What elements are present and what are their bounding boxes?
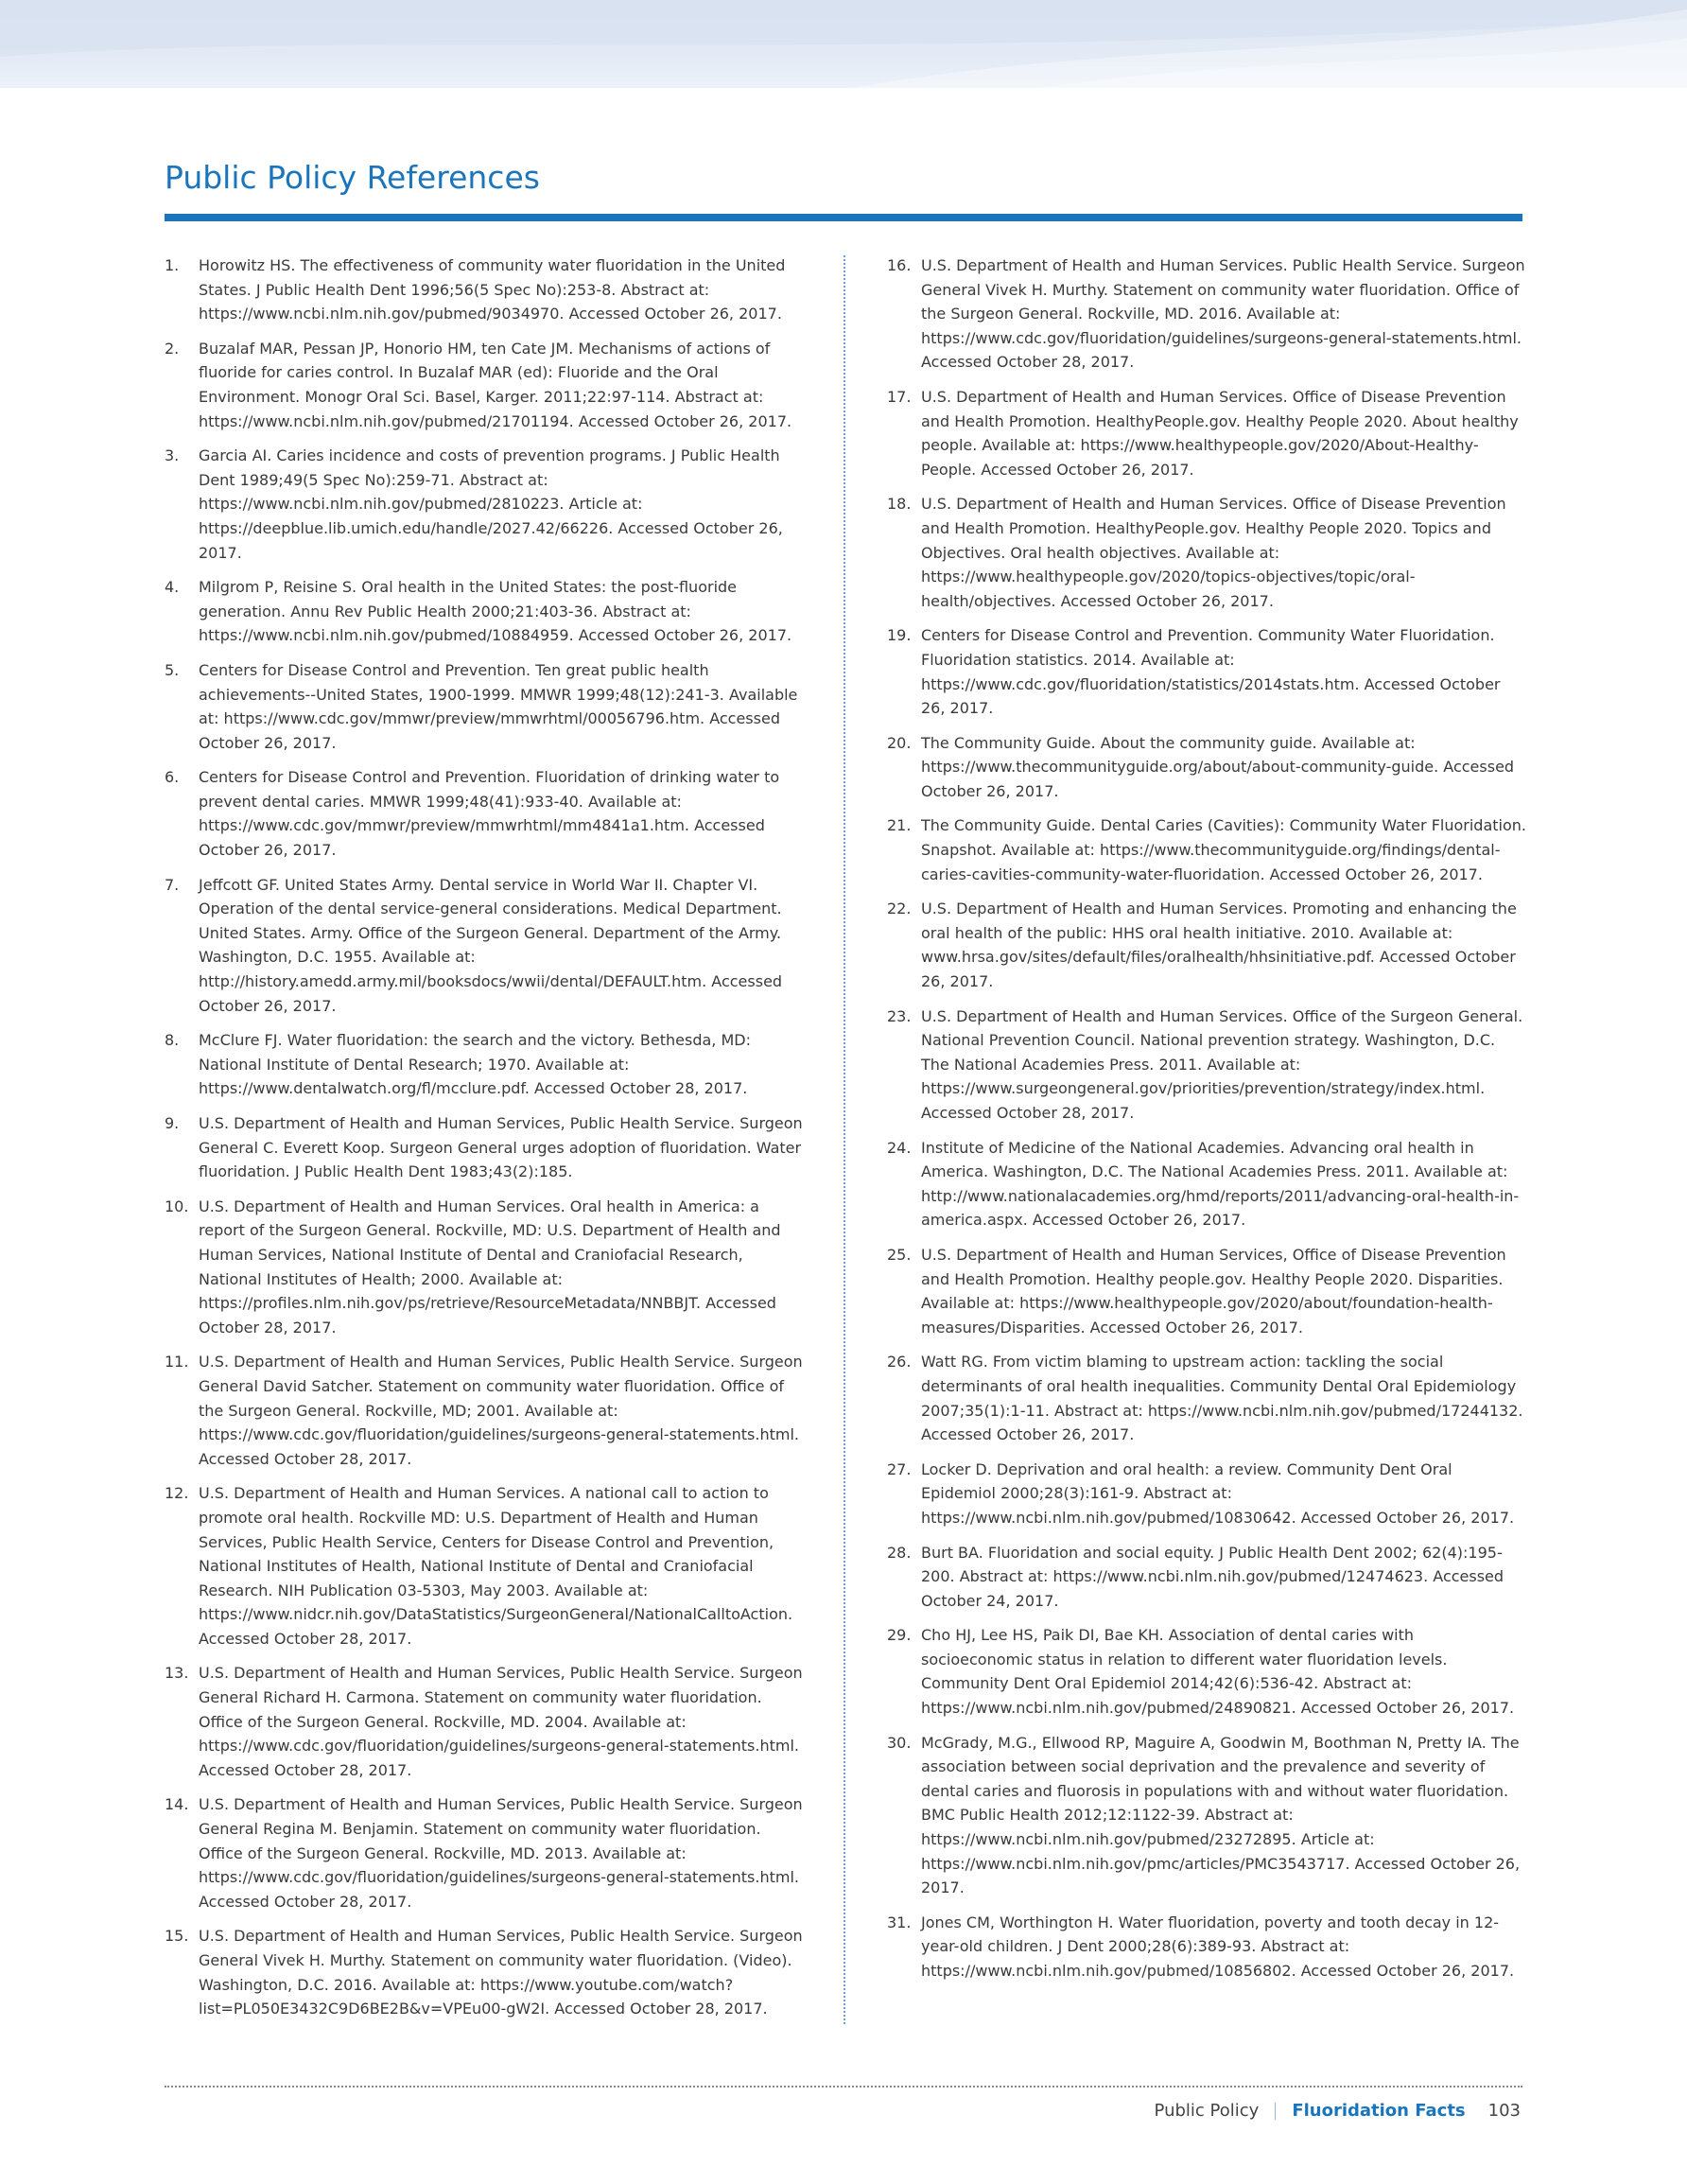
reference-text: The Community Guide. Dental Caries (Cavities): Community Water Fluoridation. Snapshot. Available at: https://www.thecommunityguide.org/findings/dental-caries-cavities-community-water-fluoridation. Accessed October 26, 2017. xyxy=(921,816,1526,883)
reference-number: 19. xyxy=(887,626,912,645)
reference-number: 26. xyxy=(887,1353,912,1372)
reference-text: Centers for Disease Control and Prevention. Fluoridation of drinking water to prevent dental caries. MMWR 1999;48(41):933-40. Available at: https://www.cdc.gov/mmwr/preview/mmwrhtml/mm4841a1.htm. Accessed October 26, 2017. xyxy=(199,768,780,860)
reference-number: 4. xyxy=(165,578,180,597)
reference-item xyxy=(887,1731,1526,1900)
reference-number: 5. xyxy=(165,660,180,679)
reference-item xyxy=(887,897,1526,993)
reference-item xyxy=(165,253,808,326)
reference-text: Cho HJ, Lee HS, Paik DI, Bae KH. Association of dental caries with socioeconomic status in relation to different water fluoridation levels. Community Dent Oral Epidemiol 2014;42(6):536-42. Abstract at: https://www.ncbi.nlm.nih.gov/pubmed/24890821. Accessed October 26, 2017. xyxy=(921,1626,1515,1718)
reference-text: Centers for Disease Control and Prevention. Ten great public health achievements--United States, 1900-1999. MMWR 1999;48(12):241-3. Available at: https://www.cdc.gov/mmwr/preview/mmwrhtml/00056796.htm. Accessed October 26, 2017. xyxy=(199,660,798,752)
reference-item xyxy=(165,1481,808,1651)
reference-item xyxy=(887,1136,1526,1232)
reference-item xyxy=(165,1195,808,1340)
footer-separator xyxy=(1275,2103,1276,2120)
reference-item xyxy=(887,1623,1526,1720)
reference-item xyxy=(165,575,808,648)
reference-item xyxy=(165,337,808,433)
reference-item xyxy=(887,1911,1526,1983)
reference-text: U.S. Department of Health and Human Services. Oral health in America: a report of the Surgeon General. Rockville, MD: U.S. Department of Health and Human Services, National Institute of Dental and Craniofacial Research, National Institutes of Health; 2000. Available at: https://profiles.nlm.nih.gov/ps/retrieve/ResourceMetadata/NNBBJT. Accessed October 28, 2017. xyxy=(199,1197,781,1337)
reference-text: Garcia AI. Caries incidence and costs of prevention programs. J Public Health Dent 1989;49(5 Spec No):259-71. Abstract at: https://www.ncbi.nlm.nih.gov/pubmed/2810223. Article at: https://deepblue.lib.umich.edu/handle/2027.42/66226. Accessed October 26, 2017. xyxy=(199,446,783,562)
footer-rule xyxy=(165,2086,1522,2088)
reference-text: U.S. Department of Health and Human Services, Public Health Service. Surgeon General David Satcher. Statement on community water fluoridation. Office of the Surgeon General. Rockville, MD; 2001. Available at: https://www.cdc.gov/fluoridation/guidelines/surgeons-general-statements.html. Accessed October 28, 2017. xyxy=(199,1353,803,1468)
header-wave-decoration xyxy=(0,0,1687,88)
reference-number: 10. xyxy=(165,1197,189,1215)
reference-item xyxy=(165,1792,808,1913)
reference-item xyxy=(165,658,808,755)
footer-section: Public Policy xyxy=(1154,2101,1260,2121)
reference-item xyxy=(165,444,808,565)
reference-item xyxy=(165,1350,808,1471)
reference-text: Horowitz HS. The effectiveness of community water fluoridation in the United States. J Public Health Dent 1996;56(5 Spec No):253-8. Abstract at: https://www.ncbi.nlm.nih.gov/pubmed/9034970. Accessed October 26, 2017. xyxy=(199,256,786,323)
reference-text: The Community Guide. About the community guide. Available at: https://www.thecommunityguide.org/about/about-community-guide. Accessed October 26, 2017. xyxy=(921,733,1515,800)
reference-text: U.S. Department of Health and Human Services. Public Health Service. Surgeon General Vivek H. Murthy. Statement on community water fluoridation. Office of the Surgeon General. Rockville, MD. 2016. Available at: https://www.cdc.gov/fluoridation/guidelines/surgeons-general-statements.html. Accessed October 28, 2017. xyxy=(921,256,1525,372)
reference-number: 21. xyxy=(887,816,912,835)
reference-text: U.S. Department of Health and Human Services. Promoting and enhancing the oral health of the public: HHS oral health initiative. 2010. Available at: www.hrsa.gov/sites/default/files/oralhealth/hhsinitiative.pdf. Accessed October 26, 2017. xyxy=(921,900,1517,991)
reference-number: 25. xyxy=(887,1245,912,1264)
reference-text: Jones CM, Worthington H. Water fluoridation, poverty and tooth decay in 12-year-old children. J Dent 2000;28(6):389-93. Abstract at: https://www.ncbi.nlm.nih.gov/pubmed/10856802. Accessed October 26, 2017. xyxy=(921,1913,1515,1980)
reference-text: McClure FJ. Water fluoridation: the search and the victory. Bethesda, MD: National Institute of Dental Research; 1970. Available at: https://www.dentalwatch.org/fl/mcclure.pdf. Accessed October 28, 2017. xyxy=(199,1031,751,1098)
reference-text: Institute of Medicine of the National Academies. Advancing oral health in America. Washington, D.C. The National Academies Press. 2011. Available at: http://www.nationalacademies.org/hmd/reports/2011/advancing-oral-health-in-america.aspx. Accessed October 26, 2017. xyxy=(921,1138,1520,1230)
reference-number: 13. xyxy=(165,1664,189,1683)
reference-number: 14. xyxy=(165,1795,189,1814)
reference-text: Locker D. Deprivation and oral health: a review. Community Dent Oral Epidemiol 2000;28(3):161-9. Abstract at: https://www.ncbi.nlm.nih.gov/pubmed/10830642. Accessed October 26, 2017. xyxy=(921,1459,1515,1527)
reference-item xyxy=(165,765,808,862)
reference-text: U.S. Department of Health and Human Services, Public Health Service. Surgeon General Vivek H. Murthy. Statement on community water fluoridation. (Video). Washington, D.C. 2016. Available at: https://www.youtube.com/watch?list=PL050E3432C9D6BE2B&v=VPEu00-gW2I. Accessed October 28, 2017. xyxy=(199,1927,803,2018)
reference-number: 18. xyxy=(887,495,912,514)
references-column-left xyxy=(165,253,808,2032)
reference-number: 1. xyxy=(165,256,180,274)
reference-item xyxy=(887,1458,1526,1530)
title-rule xyxy=(165,214,1522,221)
reference-item xyxy=(887,253,1526,375)
reference-item xyxy=(887,731,1526,804)
reference-item xyxy=(887,1243,1526,1339)
footer-publication: Fluoridation Facts xyxy=(1292,2101,1466,2121)
reference-text: U.S. Department of Health and Human Services. Office of Disease Prevention and Health Promotion. HealthyPeople.gov. Healthy People 2020. Topics and Objectives. Oral health objectives. Available at: https://www.healthypeople.gov/2020/topics-objectives/topic/oral-health/objectives. Accessed October 26, 2017. xyxy=(921,495,1506,610)
reference-number: 23. xyxy=(887,1006,912,1025)
reference-text: U.S. Department of Health and Human Services, Public Health Service. Surgeon General Regina M. Benjamin. Statement on community water fluoridation. Office of the Surgeon General. Rockville, MD. 2013. Available at: https://www.cdc.gov/fluoridation/guidelines/surgeons-general-statements.html. Accessed October 28, 2017. xyxy=(199,1795,803,1911)
reference-text: Burt BA. Fluoridation and social equity. J Public Health Dent 2002; 62(4):195-200. Abstract at: https://www.ncbi.nlm.nih.gov/pubmed/12474623. Accessed October 24, 2017. xyxy=(921,1543,1504,1610)
reference-item xyxy=(165,1661,808,1782)
reference-list-left xyxy=(165,253,808,2021)
reference-number: 17. xyxy=(887,387,912,406)
reference-text: McGrady, M.G., Ellwood RP, Maguire A, Goodwin M, Boothman N, Pretty IA. The association between social deprivation and the prevalence and severity of dental caries and fluorosis in populations with and without water fluoridation. BMC Public Health 2012;12:1122-39. Abstract at: https://www.ncbi.nlm.nih.gov/pubmed/23272895. Article at: https://www.ncbi.nlm.nih.gov/pmc/articles/PMC3543717. Accessed October 26, 2017. xyxy=(921,1733,1521,1897)
reference-list-right xyxy=(887,253,1526,1983)
reference-number: 15. xyxy=(165,1927,189,1946)
reference-number: 24. xyxy=(887,1138,912,1157)
reference-text: U.S. Department of Health and Human Services. Office of Disease Prevention and Health Promotion. HealthyPeople.gov. Healthy People 2020. About healthy people. Available at: https://www.healthypeople.gov/2020/About-Healthy-People. Accessed October 26, 2017. xyxy=(921,387,1519,479)
reference-text: U.S. Department of Health and Human Services, Office of Disease Prevention and Health Promotion. Healthy people.gov. Healthy People 2020. Disparities. Available at: https://www.healthypeople.gov/2020/about/foundation-health-measures/Disparities. Accessed October 26, 2017. xyxy=(921,1245,1506,1337)
reference-number: 12. xyxy=(165,1484,189,1503)
reference-number: 16. xyxy=(887,256,912,274)
reference-number: 31. xyxy=(887,1913,912,1931)
reference-number: 11. xyxy=(165,1353,189,1372)
reference-text: Milgrom P, Reisine S. Oral health in the United States: the post-fluoride generation. Annu Rev Public Health 2000;21:403-36. Abstract at: https://www.ncbi.nlm.nih.gov/pubmed/10884959. Accessed October 26, 2017. xyxy=(199,578,792,645)
reference-text: Buzalaf MAR, Pessan JP, Honorio HM, ten Cate JM. Mechanisms of actions of fluoride for caries control. In Buzalaf MAR (ed): Fluoride and the Oral Environment. Monogr Oral Sci. Basel, Karger. 2011;22:97-114. Abstract at: https://www.ncbi.nlm.nih.gov/pubmed/21701194. Accessed October 26, 2017. xyxy=(199,339,792,430)
page-title: Public Policy References xyxy=(165,159,540,196)
reference-number: 27. xyxy=(887,1459,912,1478)
reference-item xyxy=(887,1350,1526,1446)
reference-number: 30. xyxy=(887,1733,912,1752)
reference-item xyxy=(887,1541,1526,1614)
reference-item xyxy=(887,1005,1526,1126)
reference-number: 9. xyxy=(165,1114,180,1132)
reference-number: 22. xyxy=(887,900,912,918)
page-number: 103 xyxy=(1487,2101,1521,2121)
reference-item xyxy=(165,1111,808,1184)
reference-number: 7. xyxy=(165,875,180,894)
reference-item xyxy=(887,385,1526,481)
reference-item xyxy=(165,1924,808,2020)
reference-item xyxy=(887,813,1526,886)
reference-item xyxy=(887,623,1526,720)
reference-number: 2. xyxy=(165,339,180,358)
reference-text: Centers for Disease Control and Prevention. Community Water Fluoridation. Fluoridation statistics. 2014. Available at: https://www.cdc.gov/fluoridation/statistics/2014stats.htm. Accessed October 26, 2017. xyxy=(921,626,1501,718)
page-footer xyxy=(1155,2101,1521,2121)
reference-text: Watt RG. From victim blaming to upstream action: tackling the social determinants of oral health inequalities. Community Dental Oral Epidemiology 2007;35(1):1-11. Abstract at: https://www.ncbi.nlm.nih.gov/pubmed/17244132. Accessed October 26, 2017. xyxy=(921,1353,1523,1444)
reference-text: U.S. Department of Health and Human Services, Public Health Service. Surgeon General Richard H. Carmona. Statement on community water fluoridation. Office of the Surgeon General. Rockville, MD. 2004. Available at: https://www.cdc.gov/fluoridation/guidelines/surgeons-general-statements.html. Accessed October 28, 2017. xyxy=(199,1664,803,1779)
header-banner xyxy=(0,0,1687,88)
reference-item xyxy=(165,873,808,1019)
reference-number: 6. xyxy=(165,768,180,787)
references-column-right xyxy=(887,253,1526,1994)
reference-item xyxy=(887,492,1526,613)
reference-item xyxy=(165,1028,808,1101)
reference-number: 3. xyxy=(165,446,180,465)
column-divider xyxy=(844,255,845,2024)
reference-text: Jeffcott GF. United States Army. Dental service in World War II. Chapter VI. Operation of the dental service-general considerations. Medical Department. United States. Army. Office of the Surgeon General. Department of the Army. Washington, D.C. 1955. Available at: http://history.amedd.army.mil/booksdocs/wwii/dental/DEFAULT.htm. Accessed October 26, 2017. xyxy=(199,875,783,1015)
reference-text: U.S. Department of Health and Human Services, Public Health Service. Surgeon General C. Everett Koop. Surgeon General urges adoption of fluoridation. Water fluoridation. J Public Health Dent 1983;43(2):185. xyxy=(199,1114,803,1181)
reference-number: 8. xyxy=(165,1031,180,1050)
reference-number: 28. xyxy=(887,1543,912,1562)
reference-number: 20. xyxy=(887,733,912,752)
reference-text: U.S. Department of Health and Human Services. Office of the Surgeon General. National Prevention Council. National prevention strategy. Washington, D.C. The National Academies Press. 2011. Available at: https://www.surgeongeneral.gov/priorities/prevention/strategy/index.html. Accessed October 28, 2017. xyxy=(921,1006,1523,1122)
reference-number: 29. xyxy=(887,1626,912,1645)
reference-text: U.S. Department of Health and Human Services. A national call to action to promote oral health. Rockville MD: U.S. Department of Health and Human Services, Public Health Service, Centers for Disease Control and Prevention, National Institutes of Health, National Institute of Dental and Craniofacial Research. NIH Publication 03-5303, May 2003. Available at: https://www.nidcr.nih.gov/DataStatistics/SurgeonGeneral/NationalCalltoAction. Accessed October 28, 2017. xyxy=(199,1484,793,1648)
